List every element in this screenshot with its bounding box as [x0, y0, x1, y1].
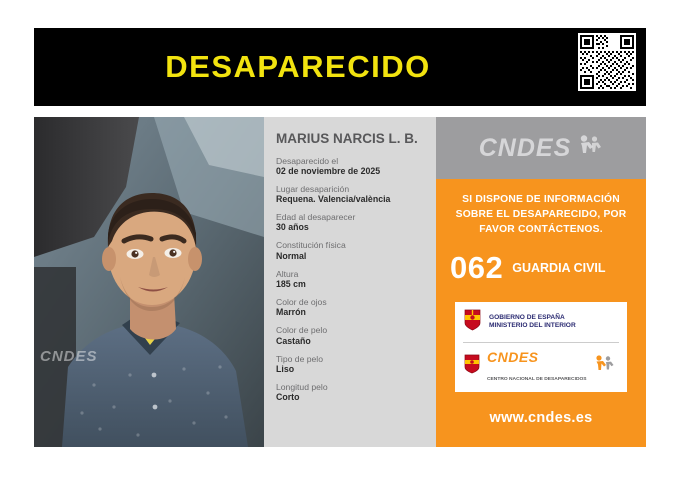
- details-panel: [264, 117, 436, 447]
- cndes-emblem-icon: [463, 354, 481, 379]
- field-value: 30 años: [276, 222, 309, 233]
- photo-watermark: CNDES: [40, 348, 98, 365]
- cndes-logo-text: [487, 349, 587, 385]
- government-logo-row: [463, 309, 619, 336]
- field-label: Edad al desaparecer: [276, 212, 356, 223]
- cndes-brand-bar: [436, 117, 646, 179]
- institutional-logos-box: [455, 302, 627, 392]
- field-label: Color de ojos: [276, 297, 327, 307]
- field-value: 02 de noviembre de 2025: [276, 165, 381, 176]
- field-value: Normal: [276, 250, 307, 261]
- website-url[interactable]: www.cndes.es: [489, 409, 593, 426]
- person-name: MARIUS NARCIS L. B.: [276, 131, 418, 146]
- field-altura: [276, 269, 426, 290]
- gov-line-2: MINISTERIO DEL INTERIOR: [489, 322, 576, 330]
- divider: [463, 342, 619, 343]
- field-label: Desaparecido el: [276, 155, 339, 166]
- field-value: 185 cm: [276, 279, 306, 290]
- runner-icon: [593, 354, 615, 379]
- field-label: Longitud pelo: [276, 381, 328, 392]
- field-value: Corto: [276, 392, 300, 403]
- gov-line-1: GOBIERNO DE ESPAÑA: [489, 313, 565, 321]
- cndes-logo-subtitle: CENTRO NACIONAL DE DESAPARECIDOS: [487, 376, 587, 382]
- spain-coat-of-arms-icon: [463, 309, 482, 336]
- field-desaparecido-el: [276, 156, 426, 177]
- cndes-logo-name: CNDES: [487, 348, 539, 365]
- cndes-logo-row: [463, 349, 619, 385]
- contact-message: SI DISPONE DE INFORMACIÓN SOBRE EL DESAPARECIDO, POR FAVOR CONTÁCTENOS.: [455, 194, 627, 235]
- photo-of-missing-person: [34, 117, 264, 447]
- field-label: Lugar desaparición: [276, 183, 350, 194]
- field-label: Constitución física: [276, 240, 346, 251]
- field-longitud-pelo: [276, 382, 426, 403]
- government-logo-text: [489, 314, 576, 331]
- contact-panel: [436, 179, 646, 447]
- phone-number[interactable]: 062: [450, 249, 504, 285]
- runner-icon: [577, 133, 603, 164]
- poster-header: [34, 28, 646, 106]
- cndes-wordmark: CNDES: [478, 133, 572, 162]
- field-value: Castaño: [276, 335, 311, 346]
- field-value: Requena. Valencia/valència: [276, 194, 391, 205]
- field-label: Tipo de pelo: [276, 353, 323, 364]
- field-label: Altura: [276, 268, 299, 279]
- field-tipo-de-pelo: [276, 354, 426, 375]
- field-edad-al-desaparecer: [276, 212, 426, 233]
- phone-authority-label: GUARDIA CIVIL: [512, 261, 606, 276]
- field-color-de-ojos: [276, 297, 426, 318]
- field-lugar-desaparicion: [276, 184, 426, 205]
- qr-code-icon[interactable]: [578, 33, 636, 91]
- field-constitucion-fisica: [276, 240, 426, 261]
- field-value: Liso: [276, 363, 295, 374]
- emergency-phone-row[interactable]: [436, 248, 646, 292]
- field-value: Marrón: [276, 307, 306, 318]
- field-color-de-pelo: [276, 325, 426, 346]
- page-title: DESAPARECIDO: [165, 49, 431, 84]
- field-label: Color de pelo: [276, 325, 328, 336]
